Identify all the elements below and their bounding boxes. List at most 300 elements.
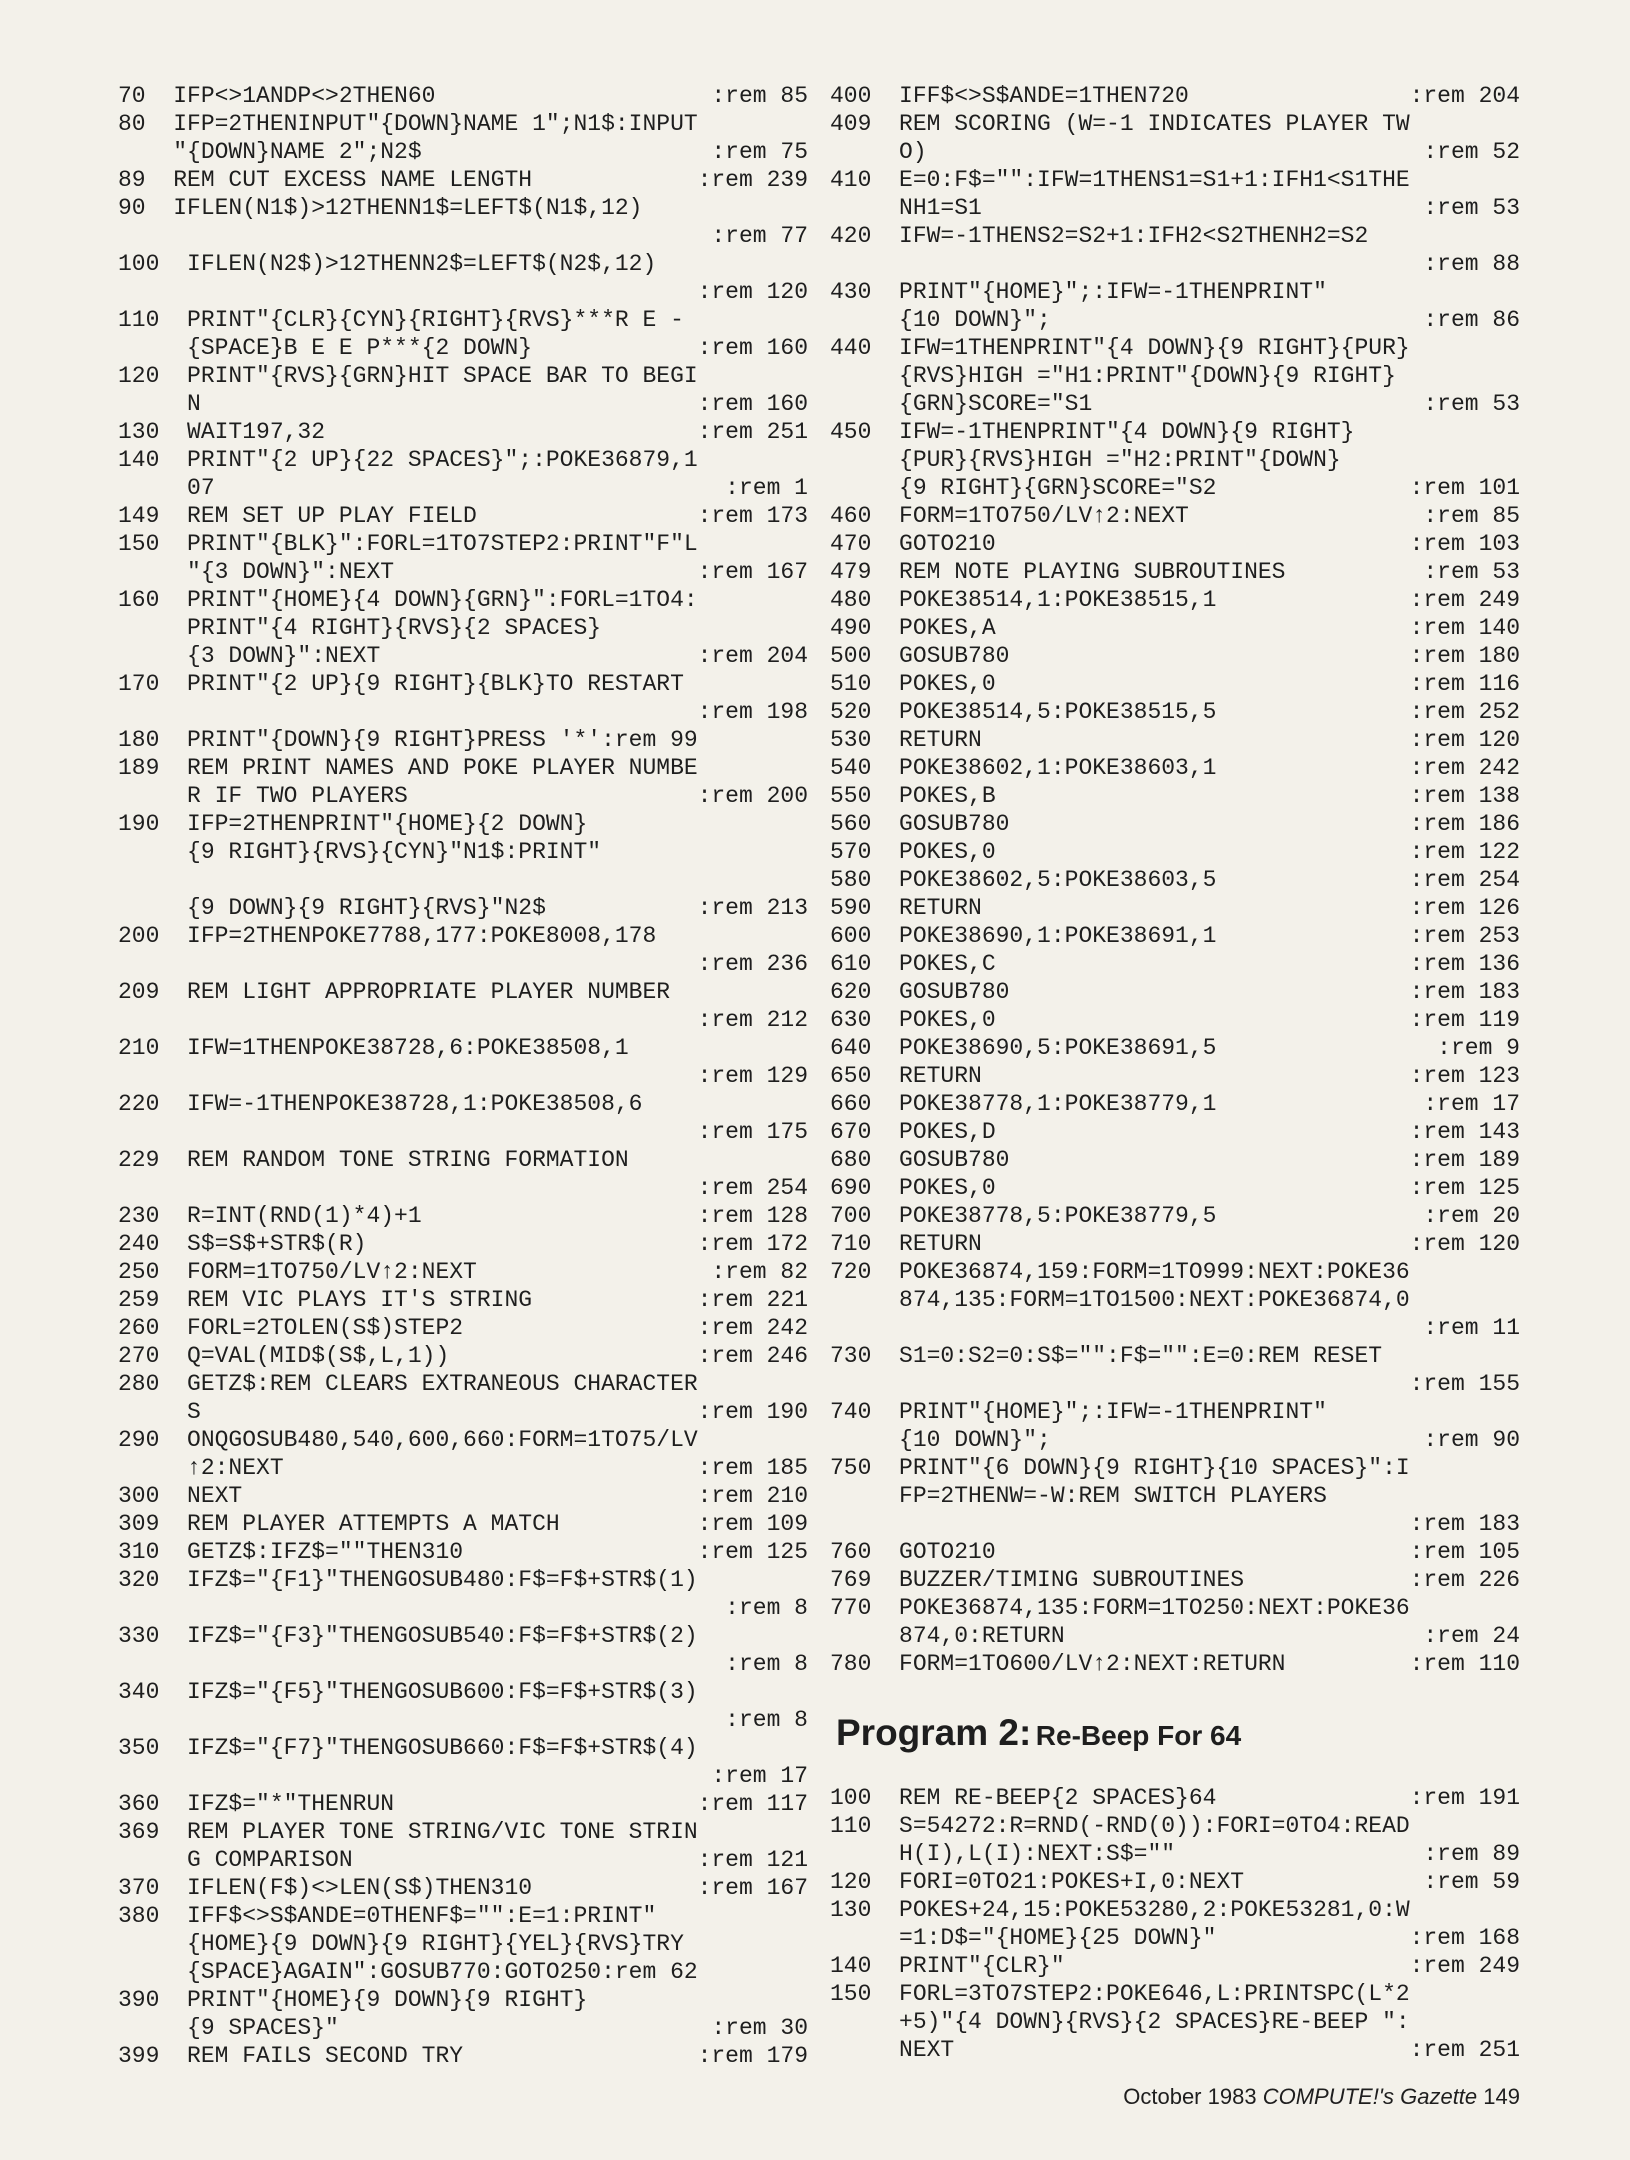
- code-line: [118, 922, 808, 950]
- code-line: [830, 558, 1520, 586]
- code-text: 730 S1=0:S2=0:S$="":F$="":E=0:REM RESET: [830, 1343, 1383, 1369]
- checksum-rem: :rem 75: [711, 139, 808, 165]
- code-text: 620 GOSUB780: [830, 979, 1010, 1005]
- code-text: 874,0:RETURN: [830, 1623, 1065, 1649]
- code-line: [830, 334, 1520, 362]
- code-line: [118, 1006, 808, 1034]
- code-text: 740 PRINT"{HOME}";:IFW=-1THENPRINT": [830, 1399, 1327, 1425]
- code-text: 340 IFZ$="{F5}"THENGOSUB600:F$=F$+STR$(3): [118, 1679, 698, 1705]
- code-text: 369 REM PLAYER TONE STRING/VIC TONE STRIN: [118, 1819, 698, 1845]
- checksum-rem: :rem 103: [1409, 531, 1520, 557]
- checksum-rem: :rem 117: [697, 1791, 808, 1817]
- checksum-rem: :rem 109: [697, 1511, 808, 1537]
- code-text: {10 DOWN}";: [830, 307, 1051, 333]
- checksum-rem: :rem 110: [1409, 1651, 1520, 1677]
- checksum-rem: :rem 138: [1409, 783, 1520, 809]
- code-line: [830, 1510, 1520, 1538]
- code-text: 670 POKES,D: [830, 1119, 996, 1145]
- checksum-rem: :rem 77: [711, 223, 808, 249]
- code-text: {3 DOWN}":NEXT: [118, 643, 381, 669]
- code-text: 290 ONQGOSUB480,540,600,660:FORM=1TO75/LV: [118, 1427, 698, 1453]
- code-text: H(I),L(I):NEXT:S$="": [830, 1841, 1176, 1867]
- code-text: 400 IFF$<>S$ANDE=1THEN720: [830, 83, 1189, 109]
- checksum-rem: :rem 221: [697, 1287, 808, 1313]
- code-text: 150 FORL=3TO7STEP2:POKE646,L:PRINTSPC(L*2: [830, 1981, 1410, 2007]
- code-text: 780 FORM=1TO600/LV↑2:NEXT:RETURN: [830, 1651, 1286, 1677]
- checksum-rem: :rem 183: [1409, 979, 1520, 1005]
- code-line: [118, 502, 808, 530]
- code-text: 160 PRINT"{HOME}{4 DOWN}{GRN}":FORL=1TO4:: [118, 587, 698, 613]
- code-text: 450 IFW=-1THENPRINT"{4 DOWN}{9 RIGHT}: [830, 419, 1355, 445]
- code-line: [118, 1986, 808, 2014]
- checksum-rem: :rem 120: [697, 279, 808, 305]
- checksum-rem: :rem 17: [1423, 1091, 1520, 1117]
- code-text: 259 REM VIC PLAYS IT'S STRING: [118, 1287, 533, 1313]
- code-text: R IF TWO PLAYERS: [118, 783, 408, 809]
- code-line: [118, 446, 808, 474]
- checksum-rem: :rem 53: [1423, 559, 1520, 585]
- checksum-rem: :rem 17: [711, 1763, 808, 1789]
- code-text: NH1=S1: [830, 195, 982, 221]
- code-text: 310 GETZ$:IFZ$=""THEN310: [118, 1539, 464, 1565]
- code-text: 180 PRINT"{DOWN}{9 RIGHT}PRESS '*':rem 99: [118, 727, 698, 753]
- code-text: =1:D$="{HOME}{25 DOWN}": [830, 1925, 1217, 1951]
- code-text: {9 SPACES}": [118, 2015, 339, 2041]
- checksum-rem: :rem 85: [711, 83, 808, 109]
- code-line: [830, 1594, 1520, 1622]
- code-text: 250 FORM=1TO750/LV↑2:NEXT: [118, 1259, 477, 1285]
- code-line: [830, 1840, 1520, 1868]
- code-text: 560 GOSUB780: [830, 811, 1010, 837]
- code-line: [830, 250, 1520, 278]
- code-line: [830, 642, 1520, 670]
- code-line: [830, 1650, 1520, 1678]
- code-text: {SPACE}AGAIN":GOSUB770:GOTO250:rem 62: [118, 1959, 698, 1985]
- code-line: [830, 2008, 1520, 2036]
- checksum-rem: :rem 167: [697, 559, 808, 585]
- checksum-rem: :rem 52: [1423, 139, 1520, 165]
- code-line: [118, 474, 808, 502]
- checksum-rem: :rem 212: [697, 1007, 808, 1033]
- checksum-rem: :rem 101: [1409, 475, 1520, 501]
- code-text: 399 REM FAILS SECOND TRY: [118, 2043, 464, 2069]
- code-text: {10 DOWN}";: [830, 1427, 1051, 1453]
- checksum-rem: :rem 123: [1409, 1063, 1520, 1089]
- footer-publication: COMPUTE!'s Gazette: [1262, 2084, 1478, 2109]
- code-line: [118, 1454, 808, 1482]
- checksum-rem: :rem 20: [1423, 1203, 1520, 1229]
- code-line: [118, 1594, 808, 1622]
- checksum-rem: :rem 8: [725, 1651, 808, 1677]
- program-2-listing: [830, 1784, 1520, 2064]
- checksum-rem: :rem 190: [697, 1399, 808, 1425]
- code-line: [830, 110, 1520, 138]
- code-text: 229 REM RANDOM TONE STRING FORMATION: [118, 1147, 629, 1173]
- code-text: 874,135:FORM=1TO1500:NEXT:POKE36874,0: [830, 1287, 1410, 1313]
- checksum-rem: :rem 160: [697, 391, 808, 417]
- heading-title: Program 2:: [836, 1712, 1032, 1753]
- code-line: [118, 1818, 808, 1846]
- code-text: 120 FORI=0TO21:POKES+I,0:NEXT: [830, 1869, 1245, 1895]
- checksum-rem: :rem 186: [1409, 811, 1520, 837]
- code-text: 80 IFP=2THENINPUT"{DOWN}NAME 1";N1$:INPUT: [118, 111, 698, 137]
- code-text: {RVS}HIGH ="H1:PRINT"{DOWN}{9 RIGHT}: [830, 363, 1396, 389]
- code-text: 590 RETURN: [830, 895, 982, 921]
- checksum-rem: :rem 53: [1423, 195, 1520, 221]
- code-line: [118, 1510, 808, 1538]
- code-line: [830, 1034, 1520, 1062]
- code-line: [830, 978, 1520, 1006]
- code-line: [830, 726, 1520, 754]
- code-line: [830, 950, 1520, 978]
- code-text: 720 POKE36874,159:FORM=1TO999:NEXT:POKE36: [830, 1259, 1410, 1285]
- code-line: [118, 1286, 808, 1314]
- checksum-rem: :rem 246: [697, 1343, 808, 1369]
- code-line: [830, 670, 1520, 698]
- code-line: [830, 1202, 1520, 1230]
- code-text: 440 IFW=1THENPRINT"{4 DOWN}{9 RIGHT}{PUR}: [830, 335, 1410, 361]
- code-text: 660 POKE38778,1:POKE38779,1: [830, 1091, 1217, 1117]
- code-text: 210 IFW=1THENPOKE38728,6:POKE38508,1: [118, 1035, 629, 1061]
- code-text: 70 IFP<>1ANDP<>2THEN60: [118, 83, 436, 109]
- code-text: 140 PRINT"{CLR}": [830, 1953, 1065, 1979]
- code-line: [830, 1314, 1520, 1342]
- code-text: 149 REM SET UP PLAY FIELD: [118, 503, 477, 529]
- code-line: [118, 614, 808, 642]
- code-line: [118, 1482, 808, 1510]
- code-line: [830, 754, 1520, 782]
- code-line: [830, 530, 1520, 558]
- code-line: [118, 1146, 808, 1174]
- checksum-rem: :rem 189: [1409, 1147, 1520, 1173]
- code-line: [118, 1314, 808, 1342]
- code-line: [830, 390, 1520, 418]
- code-line: [830, 446, 1520, 474]
- code-text: 480 POKE38514,1:POKE38515,1: [830, 587, 1217, 613]
- checksum-rem: :rem 126: [1409, 895, 1520, 921]
- code-line: [830, 1896, 1520, 1924]
- code-line: [118, 1062, 808, 1090]
- code-line: [830, 166, 1520, 194]
- code-text: "{3 DOWN}":NEXT: [118, 559, 395, 585]
- checksum-rem: :rem 125: [697, 1539, 808, 1565]
- code-text: 130 POKES+24,15:POKE53280,2:POKE53281,0:W: [830, 1897, 1410, 1923]
- code-line: [830, 1924, 1520, 1952]
- code-line: [830, 1538, 1520, 1566]
- code-line: [830, 138, 1520, 166]
- code-line: [118, 1034, 808, 1062]
- code-line: [118, 642, 808, 670]
- checksum-rem: :rem 167: [697, 1875, 808, 1901]
- checksum-rem: :rem 136: [1409, 951, 1520, 977]
- checksum-rem: :rem 251: [697, 419, 808, 445]
- code-text: 580 POKE38602,5:POKE38603,5: [830, 867, 1217, 893]
- code-line: [118, 1370, 808, 1398]
- checksum-rem: :rem 129: [697, 1063, 808, 1089]
- code-text: 550 POKES,B: [830, 783, 996, 809]
- code-line: [830, 82, 1520, 110]
- program-2-heading: [836, 1712, 1241, 1754]
- checksum-rem: :rem 204: [697, 643, 808, 669]
- page-footer: [1123, 2084, 1520, 2110]
- checksum-rem: :rem 198: [697, 699, 808, 725]
- checksum-rem: :rem 8: [725, 1707, 808, 1733]
- code-line: [118, 698, 808, 726]
- code-line: [830, 1454, 1520, 1482]
- code-line: [118, 838, 808, 866]
- code-line: [830, 1482, 1520, 1510]
- code-line: [830, 1118, 1520, 1146]
- code-text: 770 POKE36874,135:FORM=1TO250:NEXT:POKE36: [830, 1595, 1410, 1621]
- heading-subtitle: Re-Beep For 64: [1035, 1720, 1242, 1751]
- code-line: [118, 110, 808, 138]
- checksum-rem: :rem 116: [1409, 671, 1520, 697]
- code-line: [118, 1090, 808, 1118]
- code-line: [830, 1174, 1520, 1202]
- code-line: [118, 1174, 808, 1202]
- checksum-rem: :rem 88: [1423, 251, 1520, 277]
- checksum-rem: :rem 160: [697, 335, 808, 361]
- footer-page-number: 149: [1483, 2084, 1520, 2109]
- code-text: 230 R=INT(RND(1)*4)+1: [118, 1203, 422, 1229]
- checksum-rem: :rem 253: [1409, 923, 1520, 949]
- code-line: [830, 418, 1520, 446]
- code-text: 409 REM SCORING (W=-1 INDICATES PLAYER TW: [830, 111, 1410, 137]
- code-text: 530 RETURN: [830, 727, 982, 753]
- code-text: 410 E=0:F$="":IFW=1THENS1=S1+1:IFH1<S1THE: [830, 167, 1410, 193]
- code-text: 600 POKE38690,1:POKE38691,1: [830, 923, 1217, 949]
- checksum-rem: :rem 119: [1409, 1007, 1520, 1033]
- code-text: 610 POKES,C: [830, 951, 996, 977]
- code-text: G COMPARISON: [118, 1847, 353, 1873]
- checksum-rem: :rem 30: [711, 2015, 808, 2041]
- code-line: [118, 1650, 808, 1678]
- code-line: [830, 1258, 1520, 1286]
- code-line: [830, 1426, 1520, 1454]
- code-line: [118, 1734, 808, 1762]
- code-line: [118, 1342, 808, 1370]
- code-line: [118, 1426, 808, 1454]
- code-line: [830, 1342, 1520, 1370]
- code-text: 380 IFF$<>S$ANDE=0THENF$="":E=1:PRINT": [118, 1903, 657, 1929]
- checksum-rem: :rem 254: [1409, 867, 1520, 893]
- checksum-rem: :rem 183: [1409, 1511, 1520, 1537]
- code-line: [118, 1706, 808, 1734]
- code-line: [830, 586, 1520, 614]
- code-line: [118, 1846, 808, 1874]
- code-line: [118, 1566, 808, 1594]
- checksum-rem: :rem 204: [1409, 83, 1520, 109]
- checksum-rem: :rem 173: [697, 503, 808, 529]
- code-text: {HOME}{9 DOWN}{9 RIGHT}{YEL}{RVS}TRY: [118, 1931, 684, 1957]
- code-line: [118, 278, 808, 306]
- checksum-rem: :rem 9: [1437, 1035, 1520, 1061]
- code-line: [118, 1202, 808, 1230]
- code-text: {SPACE}B E E P***{2 DOWN}: [118, 335, 533, 361]
- code-line: [118, 810, 808, 838]
- code-text: S: [118, 1399, 201, 1425]
- code-line: [830, 362, 1520, 390]
- code-line: [118, 418, 808, 446]
- code-text: 280 GETZ$:REM CLEARS EXTRANEOUS CHARACTER: [118, 1371, 698, 1397]
- code-line: [830, 1146, 1520, 1174]
- code-text: 140 PRINT"{2 UP}{22 SPACES}";:POKE36879,1: [118, 447, 698, 473]
- code-line: [118, 1930, 808, 1958]
- checksum-rem: :rem 179: [697, 2043, 808, 2069]
- checksum-rem: :rem 89: [1423, 1841, 1520, 1867]
- code-line: [830, 782, 1520, 810]
- code-line: [830, 866, 1520, 894]
- checksum-rem: :rem 254: [697, 1175, 808, 1201]
- code-text: 89 REM CUT EXCESS NAME LENGTH: [118, 167, 533, 193]
- checksum-rem: :rem 143: [1409, 1119, 1520, 1145]
- code-line: [118, 306, 808, 334]
- checksum-rem: :rem 105: [1409, 1539, 1520, 1565]
- checksum-rem: :rem 85: [1423, 503, 1520, 529]
- code-text: 750 PRINT"{6 DOWN}{9 RIGHT}{10 SPACES}":I: [830, 1455, 1410, 1481]
- code-text: 540 POKE38602,1:POKE38603,1: [830, 755, 1217, 781]
- code-text: 120 PRINT"{RVS}{GRN}HIT SPACE BAR TO BEGI: [118, 363, 698, 389]
- checksum-rem: :rem 82: [711, 1259, 808, 1285]
- code-text: 650 RETURN: [830, 1063, 982, 1089]
- code-line: [118, 194, 808, 222]
- checksum-rem: :rem 121: [697, 1847, 808, 1873]
- code-text: 710 RETURN: [830, 1231, 982, 1257]
- code-text: 769 BUZZER/TIMING SUBROUTINES: [830, 1567, 1245, 1593]
- code-text: 460 FORM=1TO750/LV↑2:NEXT: [830, 503, 1189, 529]
- code-line: [118, 1258, 808, 1286]
- checksum-rem: :rem 90: [1423, 1427, 1520, 1453]
- checksum-rem: :rem 140: [1409, 615, 1520, 641]
- code-line: [118, 726, 808, 754]
- code-line: [118, 586, 808, 614]
- code-text: 110 PRINT"{CLR}{CYN}{RIGHT}{RVS}***R E -: [118, 307, 684, 333]
- code-text: 350 IFZ$="{F7}"THENGOSUB660:F$=F$+STR$(4): [118, 1735, 698, 1761]
- checksum-rem: :rem 53: [1423, 391, 1520, 417]
- code-text: FP=2THENW=-W:REM SWITCH PLAYERS: [830, 1483, 1327, 1509]
- code-line: [118, 222, 808, 250]
- code-line: [830, 2036, 1520, 2064]
- code-line: [830, 194, 1520, 222]
- code-line: [830, 810, 1520, 838]
- code-text: 209 REM LIGHT APPROPRIATE PLAYER NUMBER: [118, 979, 671, 1005]
- checksum-rem: :rem 226: [1409, 1567, 1520, 1593]
- code-text: {GRN}SCORE="S1: [830, 391, 1093, 417]
- code-line: [118, 530, 808, 558]
- code-text: 760 GOTO210: [830, 1539, 996, 1565]
- code-line: [830, 1230, 1520, 1258]
- code-text: O): [830, 139, 927, 165]
- code-text: 390 PRINT"{HOME}{9 DOWN}{9 RIGHT}: [118, 1987, 588, 2013]
- checksum-rem: :rem 8: [725, 1595, 808, 1621]
- code-text: 190 IFP=2THENPRINT"{HOME}{2 DOWN}: [118, 811, 588, 837]
- code-line: [118, 334, 808, 362]
- code-line: [118, 782, 808, 810]
- code-line: [830, 1812, 1520, 1840]
- code-line: [830, 278, 1520, 306]
- footer-date: October 1983: [1123, 2084, 1257, 2109]
- code-text: 150 PRINT"{BLK}":FORL=1TO7STEP2:PRINT"F"L: [118, 531, 698, 557]
- code-text: 500 GOSUB780: [830, 643, 1010, 669]
- code-text: 510 POKES,0: [830, 671, 996, 697]
- code-line: [830, 1006, 1520, 1034]
- code-text: 270 Q=VAL(MID$(S$,L,1)): [118, 1343, 450, 1369]
- code-line: [830, 894, 1520, 922]
- code-text: 680 GOSUB780: [830, 1147, 1010, 1173]
- checksum-rem: :rem 125: [1409, 1175, 1520, 1201]
- code-line: [830, 1566, 1520, 1594]
- code-line: [118, 138, 808, 166]
- code-text: 320 IFZ$="{F1}"THENGOSUB480:F$=F$+STR$(1): [118, 1567, 698, 1593]
- code-line: [830, 838, 1520, 866]
- code-line: [118, 558, 808, 586]
- code-text: 100 REM RE-BEEP{2 SPACES}64: [830, 1785, 1217, 1811]
- checksum-rem: :rem 191: [1409, 1785, 1520, 1811]
- code-line: [118, 362, 808, 390]
- code-line: [830, 698, 1520, 726]
- listing-right-column: [830, 82, 1520, 1678]
- checksum-rem: :rem 249: [1409, 1953, 1520, 1979]
- code-line: [830, 474, 1520, 502]
- checksum-rem: :rem 120: [1409, 727, 1520, 753]
- code-text: 420 IFW=-1THENS2=S2+1:IFH2<S2THENH2=S2: [830, 223, 1369, 249]
- checksum-rem: :rem 242: [697, 1315, 808, 1341]
- code-text: {9 DOWN}{9 RIGHT}{RVS}"N2$: [118, 895, 546, 921]
- checksum-rem: :rem 175: [697, 1119, 808, 1145]
- code-line: [118, 754, 808, 782]
- code-line: [118, 670, 808, 698]
- code-text: 130 WAIT197,32: [118, 419, 326, 445]
- code-line: [118, 978, 808, 1006]
- listing-left-column: [118, 82, 808, 2070]
- code-line: [830, 1062, 1520, 1090]
- checksum-rem: :rem 122: [1409, 839, 1520, 865]
- code-text: 309 REM PLAYER ATTEMPTS A MATCH: [118, 1511, 560, 1537]
- checksum-rem: :rem 213: [697, 895, 808, 921]
- checksum-rem: :rem 1: [725, 475, 808, 501]
- code-text: 170 PRINT"{2 UP}{9 RIGHT}{BLK}TO RESTART: [118, 671, 684, 697]
- code-line: [830, 1784, 1520, 1812]
- code-text: 570 POKES,0: [830, 839, 996, 865]
- code-text: N: [118, 391, 201, 417]
- checksum-rem: :rem 249: [1409, 587, 1520, 613]
- code-line: [118, 1762, 808, 1790]
- code-text: 490 POKES,A: [830, 615, 996, 641]
- checksum-rem: :rem 120: [1409, 1231, 1520, 1257]
- code-line: [830, 1370, 1520, 1398]
- checksum-rem: :rem 200: [697, 783, 808, 809]
- code-line: [118, 1902, 808, 1930]
- code-line: [830, 306, 1520, 334]
- code-text: NEXT: [830, 2037, 955, 2063]
- checksum-rem: :rem 242: [1409, 755, 1520, 781]
- checksum-rem: :rem 155: [1409, 1371, 1520, 1397]
- code-text: {PUR}{RVS}HIGH ="H2:PRINT"{DOWN}: [830, 447, 1341, 473]
- code-text: 07: [118, 475, 215, 501]
- code-line: [118, 1118, 808, 1146]
- code-line: [118, 1874, 808, 1902]
- code-line: [118, 1622, 808, 1650]
- checksum-rem: :rem 128: [697, 1203, 808, 1229]
- code-text: 110 S=54272:R=RND(-RND(0)):FORI=0TO4:READ: [830, 1813, 1410, 1839]
- code-text: 370 IFLEN(F$)<>LEN(S$)THEN310: [118, 1875, 533, 1901]
- checksum-rem: :rem 86: [1423, 307, 1520, 333]
- checksum-rem: :rem 24: [1423, 1623, 1520, 1649]
- code-text: 90 IFLEN(N1$)>12THENN1$=LEFT$(N1$,12): [118, 195, 643, 221]
- code-text: 260 FORL=2TOLEN(S$)STEP2: [118, 1315, 464, 1341]
- code-line: [830, 614, 1520, 642]
- code-text: 479 REM NOTE PLAYING SUBROUTINES: [830, 559, 1286, 585]
